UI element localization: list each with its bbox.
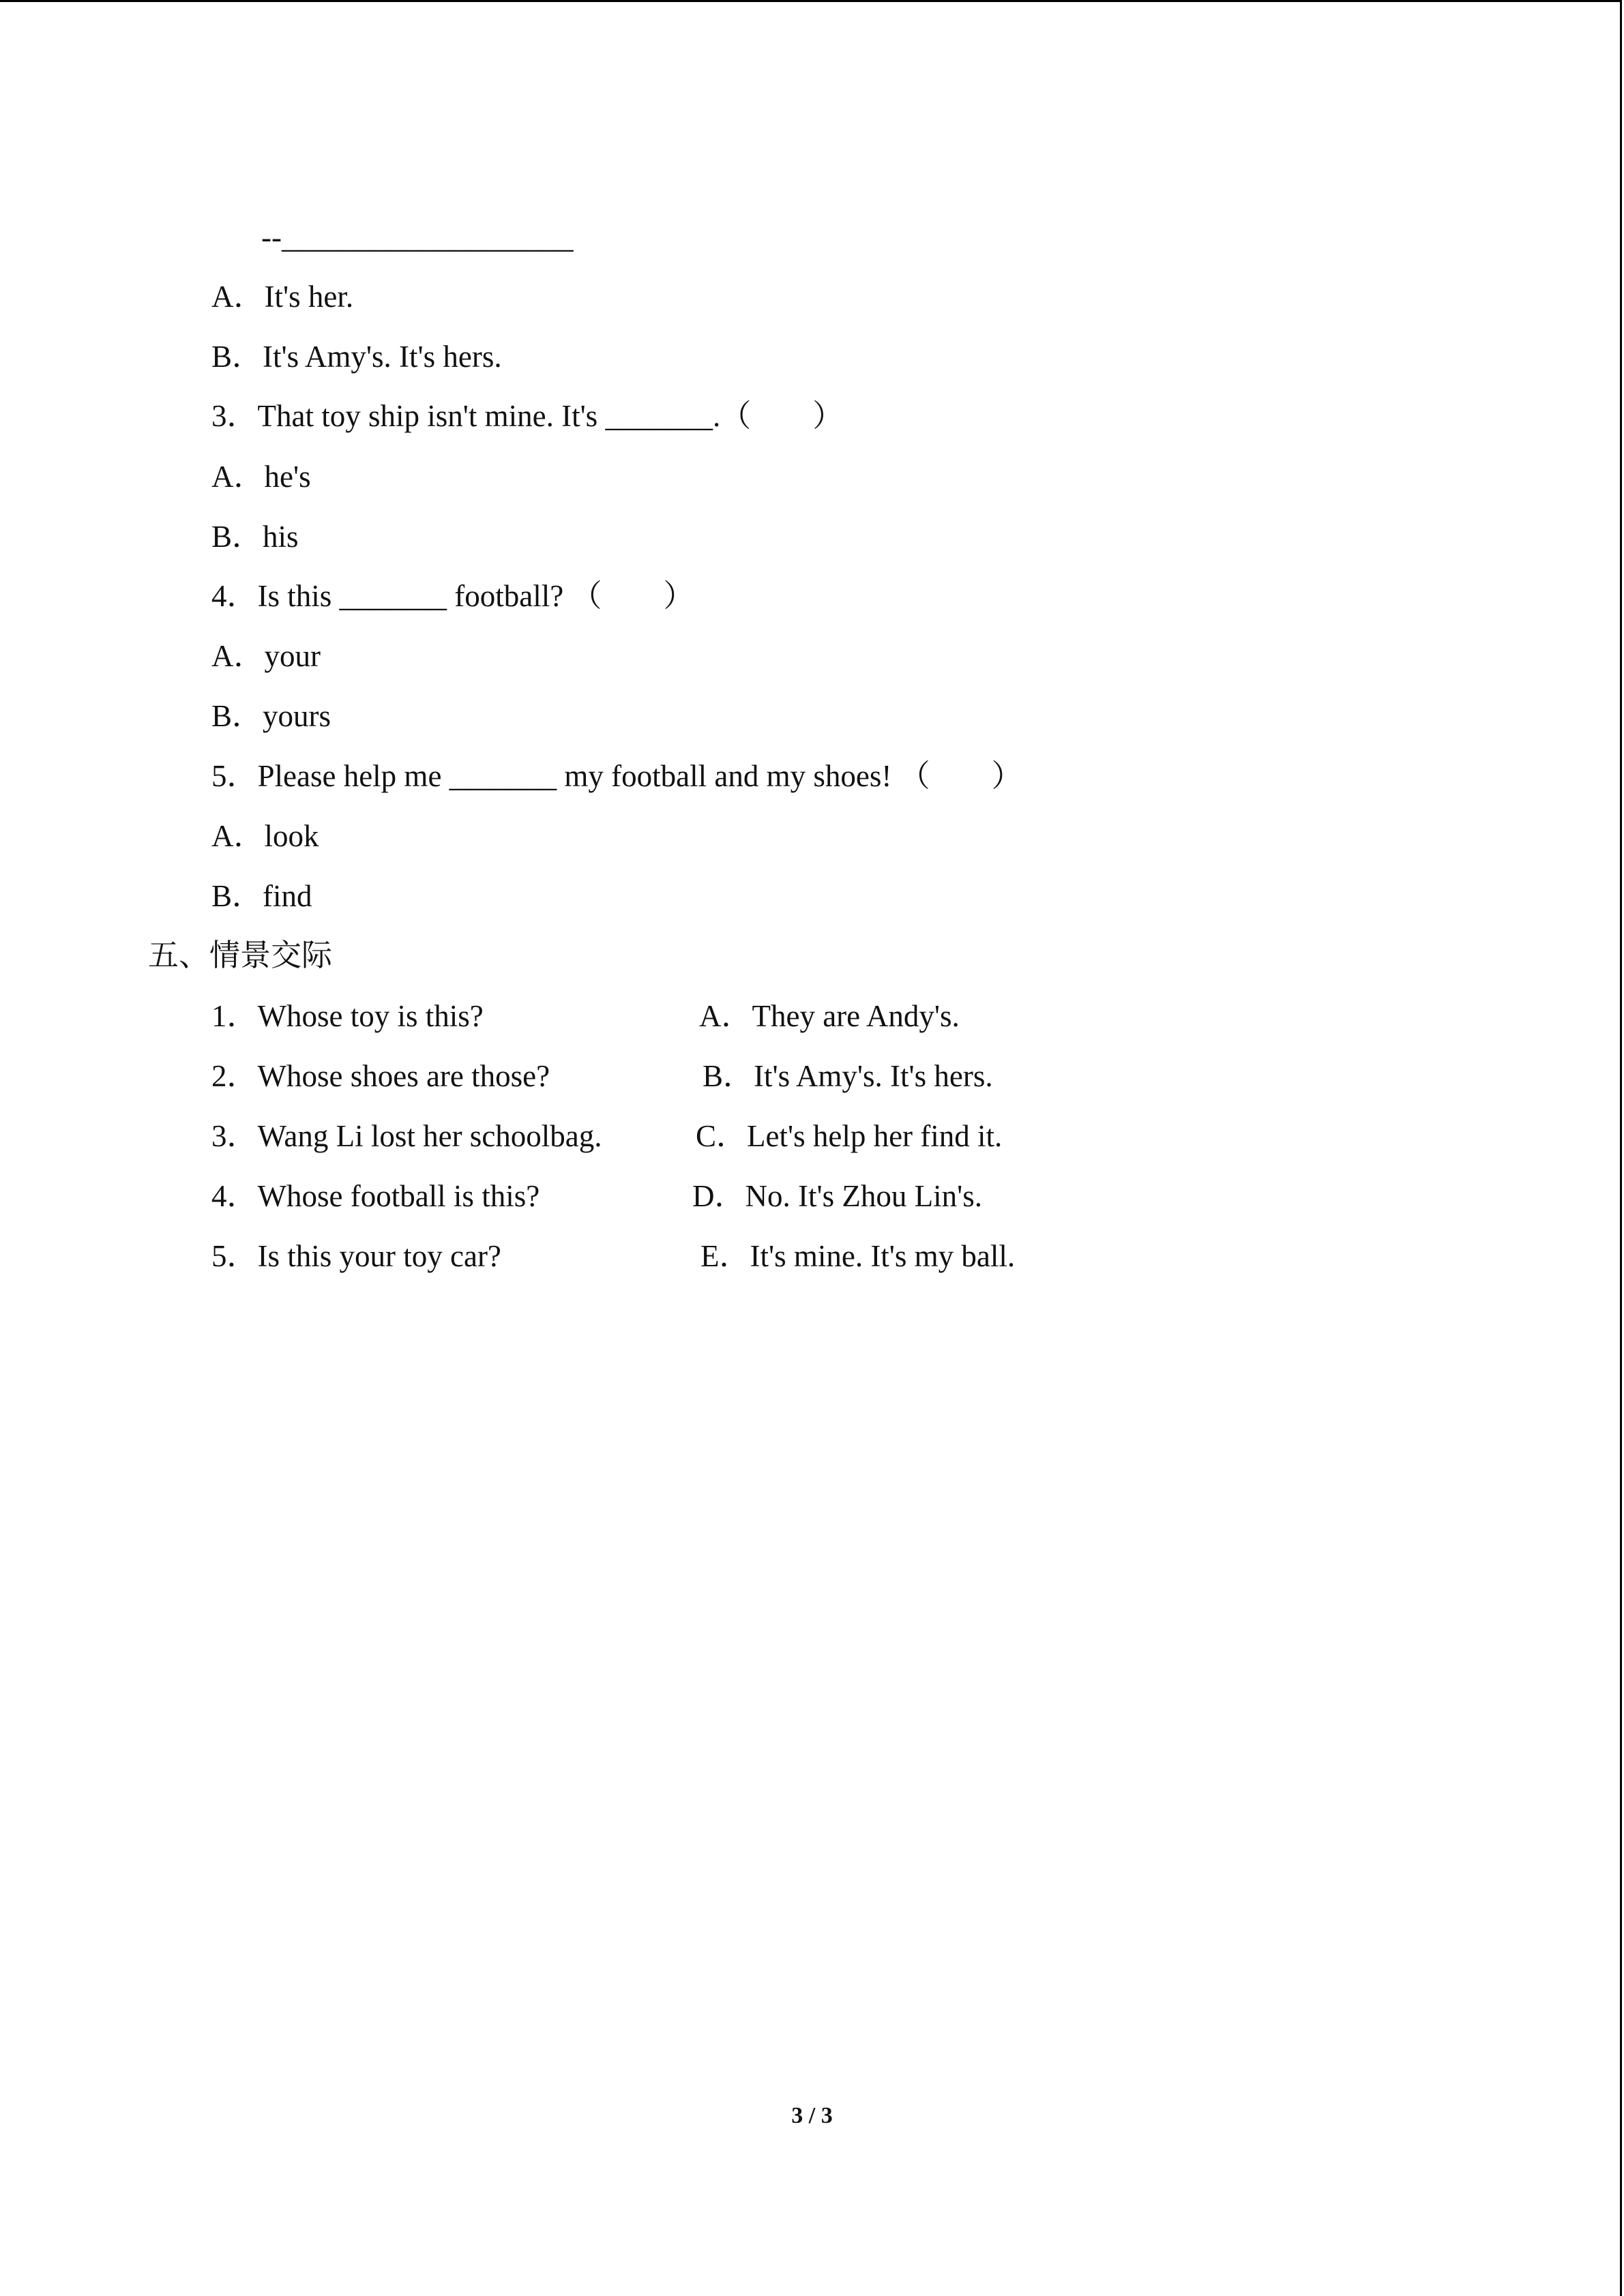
page-number: 3 / 3	[791, 2103, 833, 2128]
match-answer-e: E．It's mine. It's my ball.	[700, 1239, 1016, 1273]
q5-option-b: B．find	[211, 879, 312, 913]
q3-option-b: B．his	[211, 520, 299, 554]
section-title: 五、情景交际	[148, 938, 333, 972]
match-question-1: 1．Whose toy is this?	[211, 999, 484, 1033]
q4-option-a: A．your	[211, 639, 321, 673]
q4-stem: 4．Is this _______ football? （ ）	[211, 579, 694, 613]
q4-option-b: B．yours	[211, 699, 331, 733]
q3-stem: 3．That toy ship isn't mine. It's _______.（ ）	[211, 399, 844, 433]
q5-option-a: A．look	[211, 819, 319, 853]
q5-stem: 5．Please help me _______ my football and my shoes! （ ）	[211, 759, 1022, 793]
match-answer-d: D．No. It's Zhou Lin's.	[692, 1179, 982, 1213]
match-question-4: 4．Whose football is this?	[211, 1179, 540, 1213]
q3-option-a: A．he's	[211, 460, 311, 494]
match-question-2: 2．Whose shoes are those?	[211, 1059, 550, 1093]
q2-option-a: A．It's her.	[211, 280, 354, 314]
match-answer-b: B．It's Amy's. It's hers.	[703, 1059, 993, 1093]
q2-answer-line: --___________________	[261, 220, 574, 254]
match-question-3: 3．Wang Li lost her schoolbag.	[211, 1119, 602, 1153]
match-answer-a: A．They are Andy's.	[699, 999, 960, 1033]
match-answer-c: C．Let's help her find it.	[696, 1119, 1003, 1153]
match-question-5: 5．Is this your toy car?	[211, 1239, 501, 1273]
q2-option-b: B．It's Amy's. It's hers.	[211, 340, 502, 374]
